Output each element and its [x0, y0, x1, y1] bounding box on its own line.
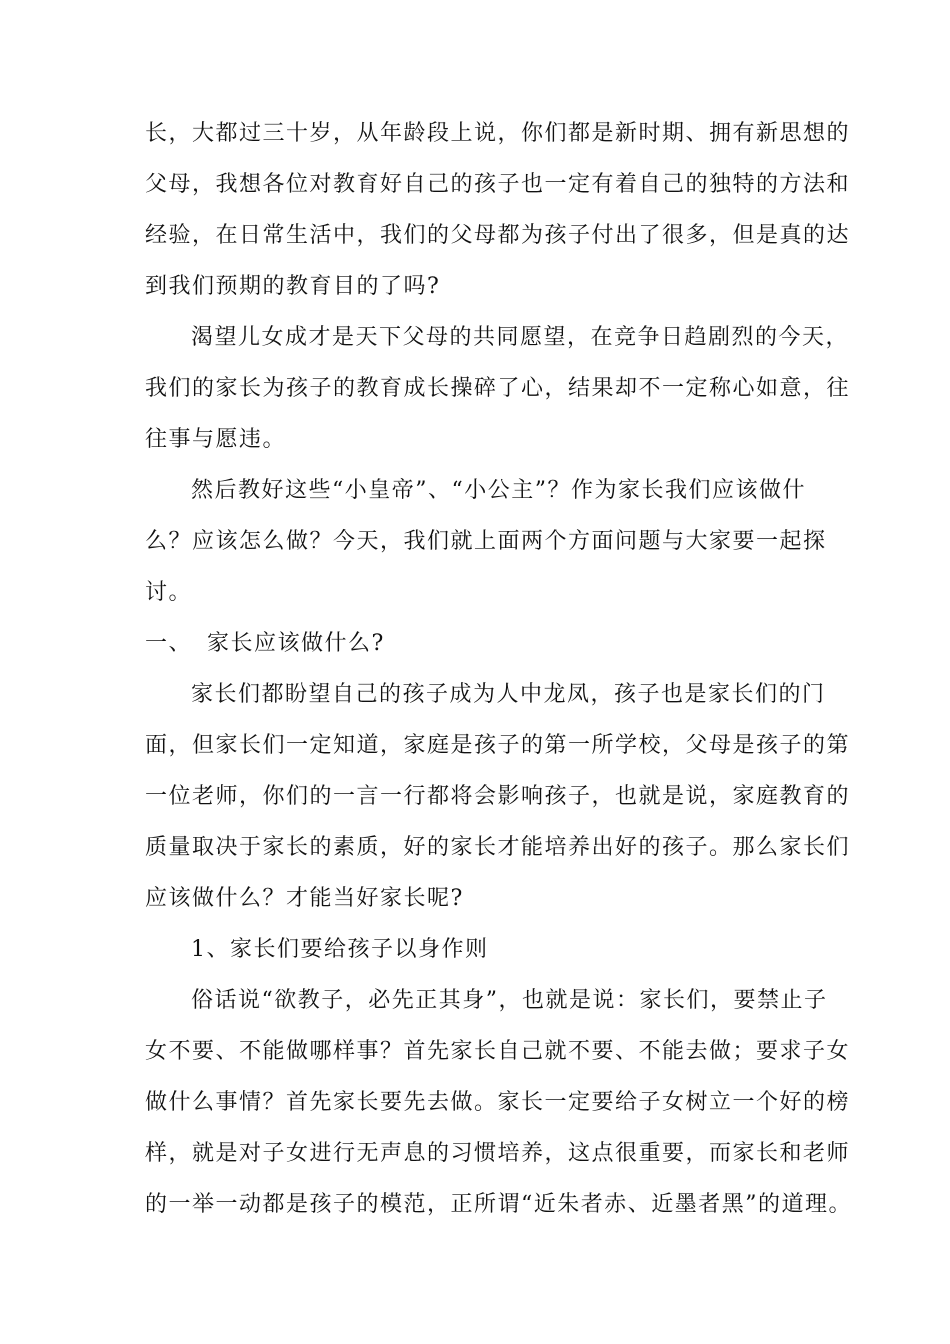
paragraph-line: 我们的家长为孩子的教育成长操碎了心，结果却不一定称心如意，往	[145, 376, 851, 401]
paragraph-line: 质量取决于家长的素质，好的家长才能培养出好的孩子。那么家长们	[145, 835, 851, 860]
paragraph-line: 到我们预期的教育目的了吗?	[145, 274, 441, 299]
paragraph-line: 样，就是对子女进行无声息的习惯培养，这点很重要，而家长和老师	[145, 1141, 851, 1166]
section-heading	[145, 618, 810, 669]
document-body	[145, 108, 852, 1230]
paragraph-line: 往事与愿违。	[145, 427, 287, 452]
paragraph-line: 一位老师，你们的一言一行都将会影响孩子，也就是说，家庭教育的	[145, 784, 851, 809]
paragraph-line: 然后教好这些“小皇帝”、“小公主”？作为家长我们应该做什	[191, 478, 806, 503]
paragraph-line: 渴望儿女成才是天下父母的共同愿望，在竞争日趋剧烈的今天，	[191, 325, 850, 350]
paragraph-line: 父母，我想各位对教育好自己的孩子也一定有着自己的独特的方法和	[145, 172, 851, 197]
paragraph-line: 么？应该怎么做？今天，我们就上面两个方面问题与大家要一起探	[145, 529, 827, 554]
paragraph-line: 做什么事情？首先家长要先去做。家长一定要给子女树立一个好的榜	[145, 1090, 851, 1115]
paragraph-line: 面，但家长们一定知道，家庭是孩子的第一所学校，父母是孩子的第	[145, 733, 851, 758]
paragraph-line: 的一举一动都是孩子的模范，正所谓“近朱者赤、近墨者黑”的道理。	[145, 1192, 852, 1217]
paragraph-line: 女不要、不能做哪样事？首先家长自己就不要、不能去做；要求子女	[145, 1039, 851, 1064]
subsection-heading: 1、家长们要给孩子以身作则	[191, 937, 489, 962]
paragraph-line: 俗话说“欲教子，必先正其身”，也就是说：家长们，要禁止子	[191, 988, 828, 1013]
paragraph-line: 长，大都过三十岁，从年龄段上说，你们都是新时期、拥有新思想的	[145, 121, 851, 146]
paragraph-line: 经验，在日常生活中，我们的父母都为孩子付出了很多，但是真的达	[145, 223, 851, 248]
section-title: 家长应该做什么?	[207, 631, 385, 656]
paragraph-line: 应该做什么？才能当好家长呢?	[145, 886, 464, 911]
section-number: 一、	[145, 631, 193, 656]
paragraph-line: 讨。	[145, 580, 193, 605]
paragraph-line: 家长们都盼望自己的孩子成为人中龙凤，孩子也是家长们的门	[191, 682, 826, 707]
